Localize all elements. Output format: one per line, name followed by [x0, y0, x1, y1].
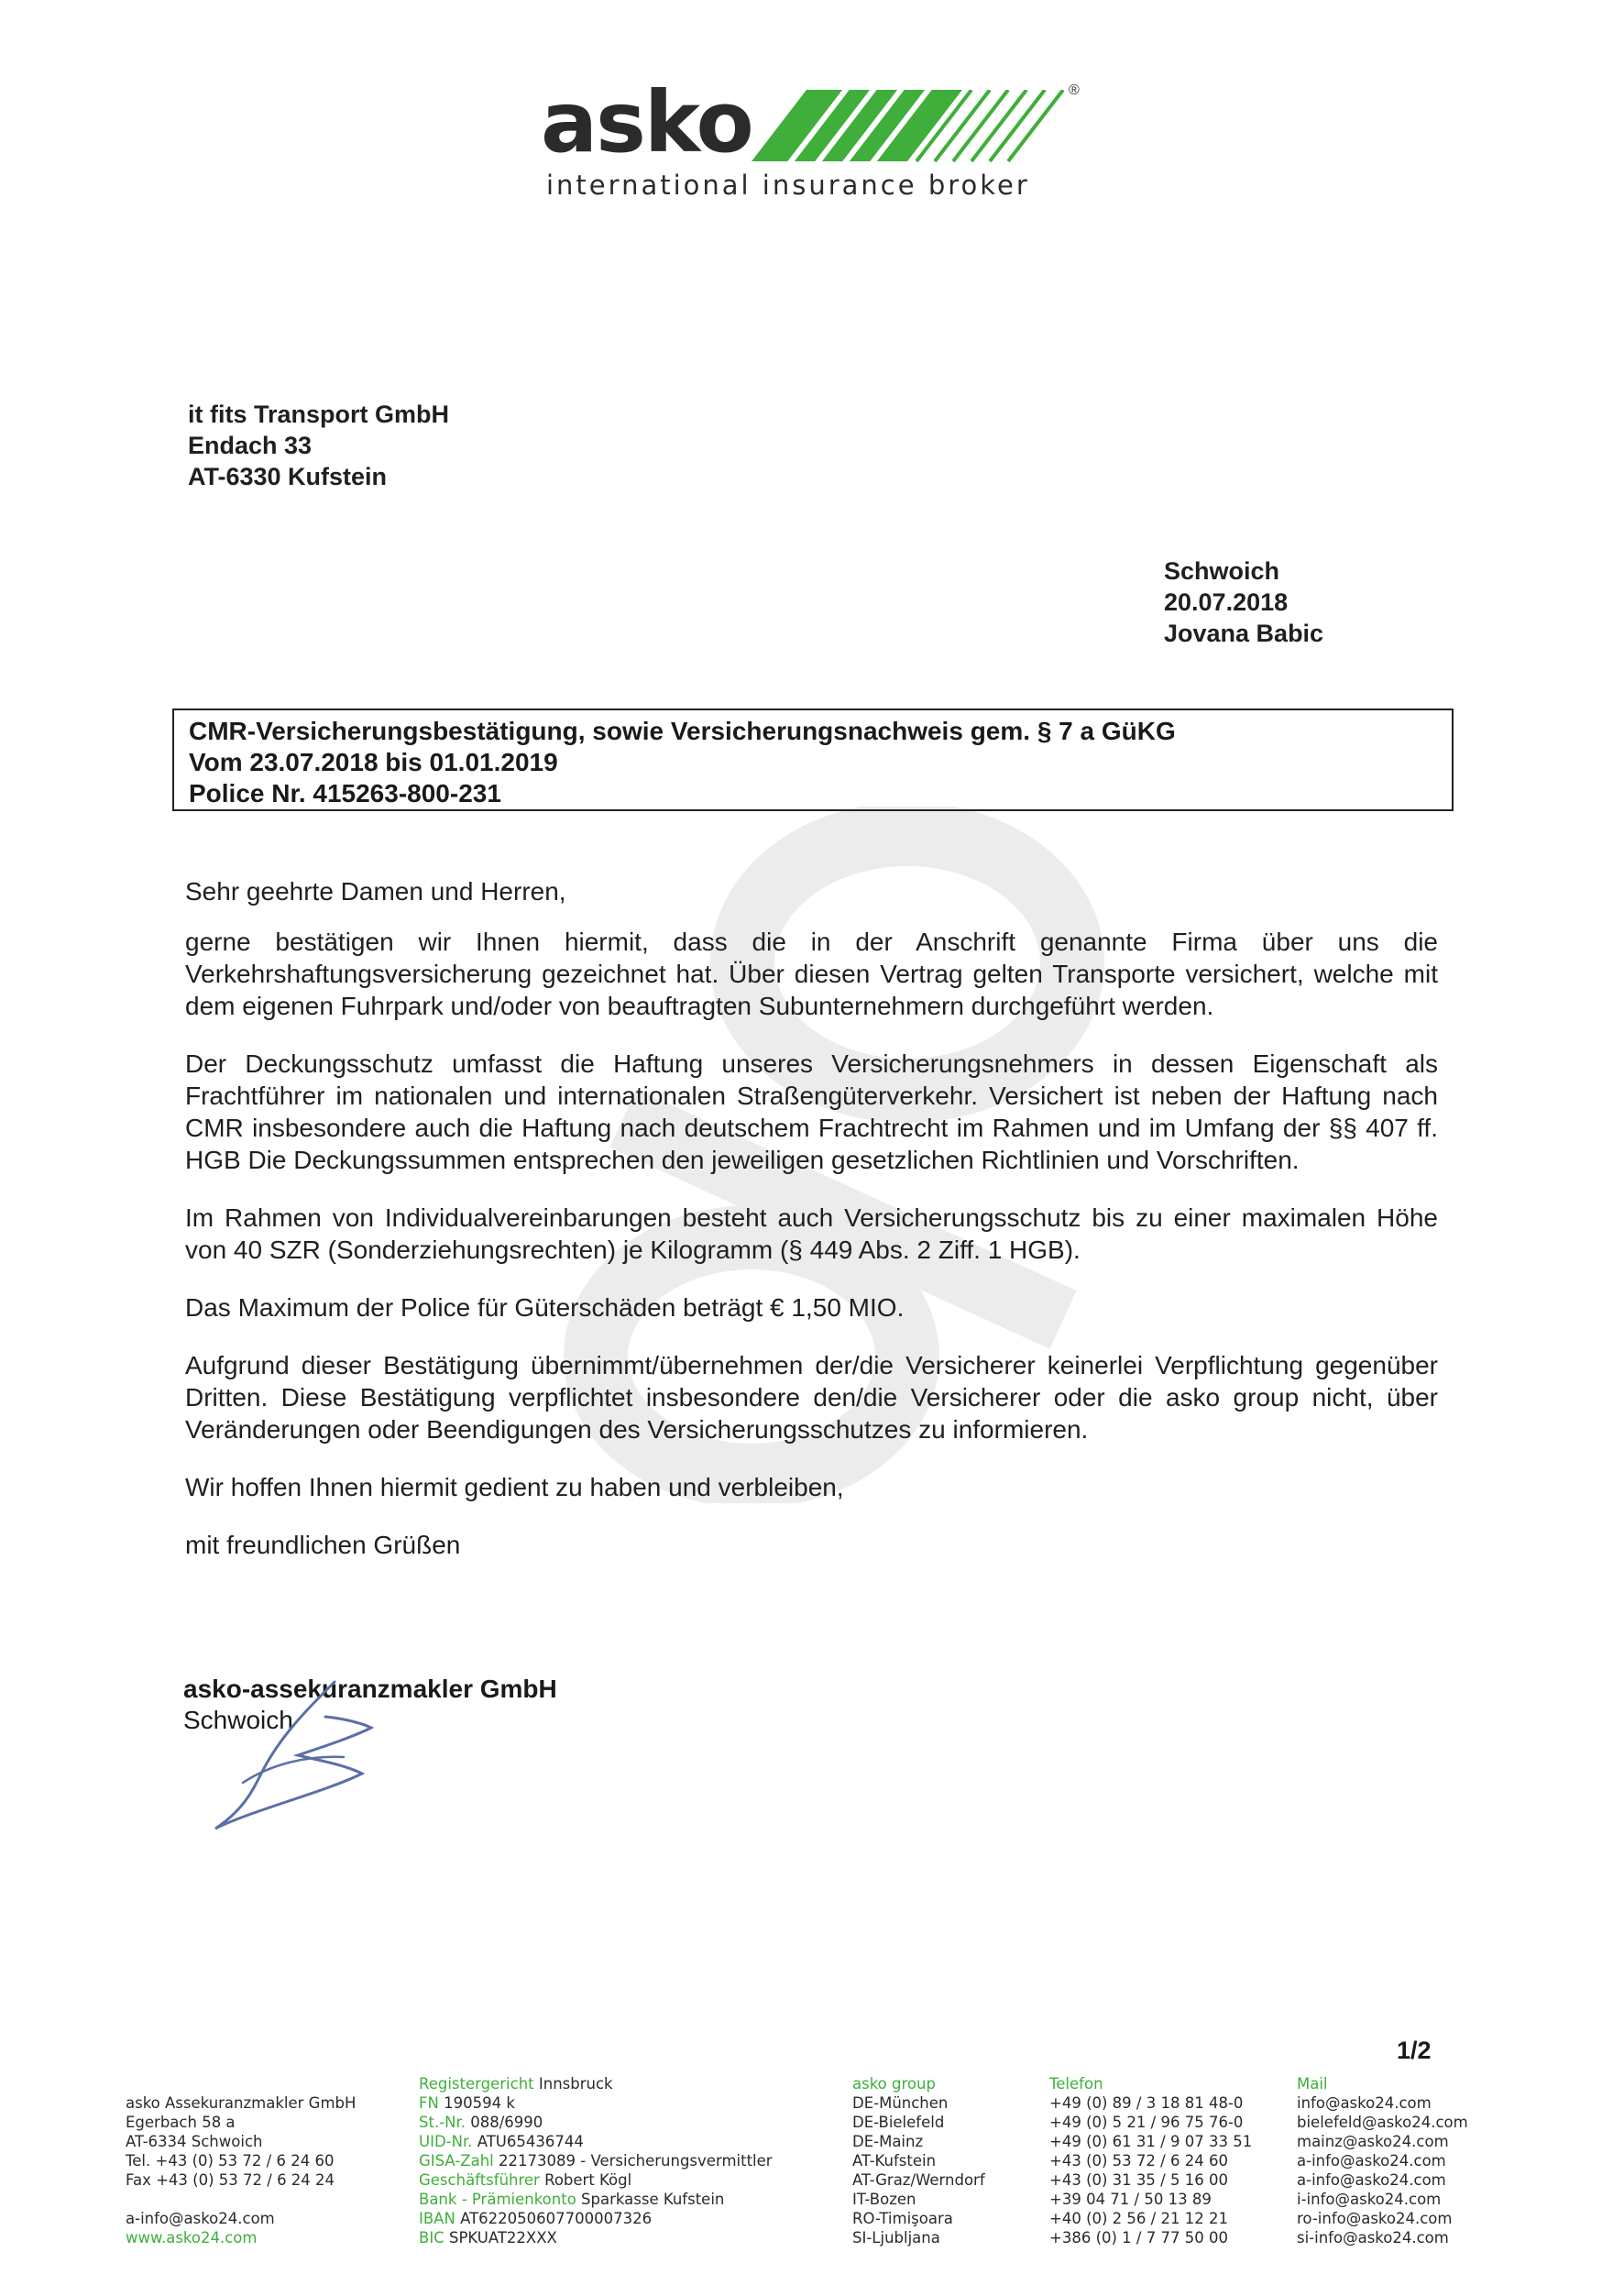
contact-person: Jovana Babic	[1164, 620, 1324, 647]
recipient-name: it fits Transport GmbH	[188, 401, 450, 428]
footer-company-web[interactable]: www.asko24.com	[126, 2229, 258, 2247]
sender-info	[1164, 555, 1323, 649]
office-phone: +43 (0) 53 72 / 6 24 60	[1049, 2152, 1228, 2170]
office-location: RO-Timişoara	[852, 2210, 953, 2227]
office-mail[interactable]: a-info@asko24.com	[1297, 2171, 1446, 2189]
iban-label: IBAN	[419, 2210, 455, 2227]
asko-logo	[541, 73, 1109, 209]
uid-value: ATU65436744	[477, 2133, 584, 2150]
registergericht-label: Registergericht	[419, 2075, 534, 2093]
registered-mark: ®	[1069, 82, 1080, 98]
footer-offices	[852, 2074, 985, 2247]
uid-label: UID-Nr.	[419, 2133, 473, 2150]
subject-box	[172, 709, 1454, 811]
registergericht-value: Innsbruck	[538, 2075, 613, 2093]
footer-registry	[419, 2074, 773, 2247]
office-location: DE-Mainz	[852, 2133, 924, 2150]
footer-company	[126, 2093, 356, 2247]
footer-company-street: Egerbach 58 a	[126, 2114, 236, 2131]
office-location: SI-Ljubljana	[852, 2229, 940, 2247]
paragraph-individual-agreements: Im Rahmen von Individualvereinbarungen besteht auch Versicherungsschutz bis zu einer maximalen Höhe von 40 SZR (Sonderziehungsrechten) je Kilogramm (§ 449 Abs. 2 Ziff. 1 HGB).	[185, 1203, 1438, 1264]
recipient-city: AT-6330 Kufstein	[188, 463, 388, 490]
phone-heading: Telefon	[1049, 2075, 1103, 2093]
fn-value: 190594 k	[444, 2094, 515, 2112]
gf-value: Robert Kögl	[544, 2171, 632, 2189]
office-phone: +49 (0) 5 21 / 96 75 76-0	[1049, 2114, 1244, 2131]
fn-label: FN	[419, 2094, 439, 2112]
logo-word: asko	[541, 73, 752, 171]
office-phone: +49 (0) 89 / 3 18 81 48-0	[1049, 2094, 1244, 2112]
gf-label: Geschäftsführer	[419, 2171, 540, 2189]
logo-stripes-icon	[752, 90, 1072, 163]
stnr-label: St.-Nr.	[419, 2114, 466, 2131]
office-phone: +40 (0) 2 56 / 21 12 21	[1049, 2210, 1228, 2227]
bank-value: Sparkasse Kufstein	[581, 2191, 725, 2208]
office-mail[interactable]: a-info@asko24.com	[1297, 2152, 1446, 2170]
iban-value: AT622050607700007326	[460, 2210, 653, 2227]
letter-body	[185, 875, 1438, 1561]
footer-company-tel: Tel. +43 (0) 53 72 / 6 24 60	[126, 2152, 335, 2170]
paragraph-closing-remark: Wir hoffen Ihnen hiermit gedient zu haben und verbleiben,	[185, 1473, 844, 1501]
office-location: AT-Kufstein	[852, 2152, 937, 2170]
signature-place: Schwoich	[183, 1706, 293, 1734]
page-number: 1/2	[1397, 2037, 1432, 2064]
office-mail[interactable]: mainz@asko24.com	[1297, 2133, 1449, 2150]
office-mail[interactable]: si-info@asko24.com	[1297, 2229, 1449, 2247]
office-phone: +39 04 71 / 50 13 89	[1049, 2191, 1212, 2208]
paragraph-maximum: Das Maximum der Police für Güterschäden beträgt € 1,50 MIO.	[185, 1293, 905, 1322]
paragraph-coverage: Der Deckungsschutz umfasst die Haftung unseres Versicherungsnehmers in dessen Eigenschaft als Frachtführer im nationalen und internationalen Straßengüterverkehr. Versichert ist neben der Haftung nach CMR insbesondere auch die Haftung nach deutschem Frachtrecht im Rahmen und im Umfang der §§ 407 ff. HGB Die Deckungssummen entsprechen den jeweiligen gesetzlichen Richtlinien und Vorschriften.	[185, 1049, 1438, 1174]
subject-policy-number: Police Nr. 415263-800-231	[189, 779, 501, 807]
footer-company-email[interactable]: a-info@asko24.com	[126, 2210, 275, 2227]
sender-place: Schwoich	[1164, 557, 1280, 585]
footer-mails	[1297, 2074, 1468, 2247]
subject-title: CMR-Versicherungsbestätigung, sowie Versicherungsnachweis gem. § 7 a GüKG	[189, 717, 1176, 745]
mail-heading: Mail	[1297, 2075, 1328, 2093]
office-location: IT-Bozen	[852, 2191, 916, 2208]
logo-tagline: international insurance broker	[546, 170, 1030, 201]
office-location: DE-Bielefeld	[852, 2114, 945, 2131]
office-mail[interactable]: i-info@asko24.com	[1297, 2191, 1442, 2208]
salutation: Sehr geehrte Damen und Herren,	[185, 877, 566, 906]
recipient-street: Endach 33	[188, 432, 313, 459]
letter-date: 20.07.2018	[1164, 588, 1289, 616]
stnr-value: 088/6990	[470, 2114, 543, 2131]
office-phone: +386 (0) 1 / 7 77 50 00	[1049, 2229, 1228, 2247]
footer-company-name: asko Assekuranzmakler GmbH	[126, 2094, 357, 2112]
recipient-address	[188, 399, 449, 492]
office-mail[interactable]: ro-info@asko24.com	[1297, 2210, 1453, 2227]
signature-company: asko-assekuranzmakler GmbH	[183, 1675, 557, 1703]
office-location: DE-München	[852, 2094, 949, 2112]
paragraph-confirmation: gerne bestätigen wir Ihnen hiermit, dass die in der Anschrift genannte Firma über uns die Verkehrshaftungsversicherung gezeichnet hat. Über diesen Vertrag gelten Transporte versichert, welche mit dem eigenen Fuhrpark und/oder von beauftragten Subunternehmern durchgeführt werden.	[185, 928, 1438, 1020]
office-location: AT-Graz/Werndorf	[852, 2171, 985, 2189]
paragraph-disclaimer: Aufgrund dieser Bestätigung übernimmt/übernehmen der/die Versicherer keinerlei Verpflichtung gegenüber Dritten. Diese Bestätigung verpflichtet insbesondere den/die Versicherer oder die asko group nicht, über Veränderungen oder Beendigungen des Versicherungsschutzes zu informieren.	[185, 1351, 1438, 1444]
bank-label: Bank - Prämienkonto	[419, 2191, 576, 2208]
handwritten-signature	[206, 1673, 408, 1847]
office-phone: +43 (0) 31 35 / 5 16 00	[1049, 2171, 1228, 2189]
bic-value: SPKUAT22XXX	[448, 2229, 557, 2247]
closing-greeting: mit freundlichen Grüßen	[185, 1531, 461, 1559]
gisa-value: 22173089 - Versicherungsvermittler	[499, 2152, 773, 2170]
subject-period: Vom 23.07.2018 bis 01.01.2019	[189, 748, 558, 776]
offices-heading: asko group	[852, 2075, 936, 2093]
office-mail[interactable]: info@asko24.com	[1297, 2094, 1432, 2112]
office-mail[interactable]: bielefeld@asko24.com	[1297, 2114, 1468, 2131]
footer-phones	[1049, 2074, 1252, 2247]
bic-label: BIC	[419, 2229, 444, 2247]
gisa-label: GISA-Zahl	[419, 2152, 494, 2170]
footer-company-fax: Fax +43 (0) 53 72 / 6 24 24	[126, 2171, 335, 2189]
footer-company-city: AT-6334 Schwoich	[126, 2133, 263, 2150]
office-phone: +49 (0) 61 31 / 9 07 33 51	[1049, 2133, 1253, 2150]
